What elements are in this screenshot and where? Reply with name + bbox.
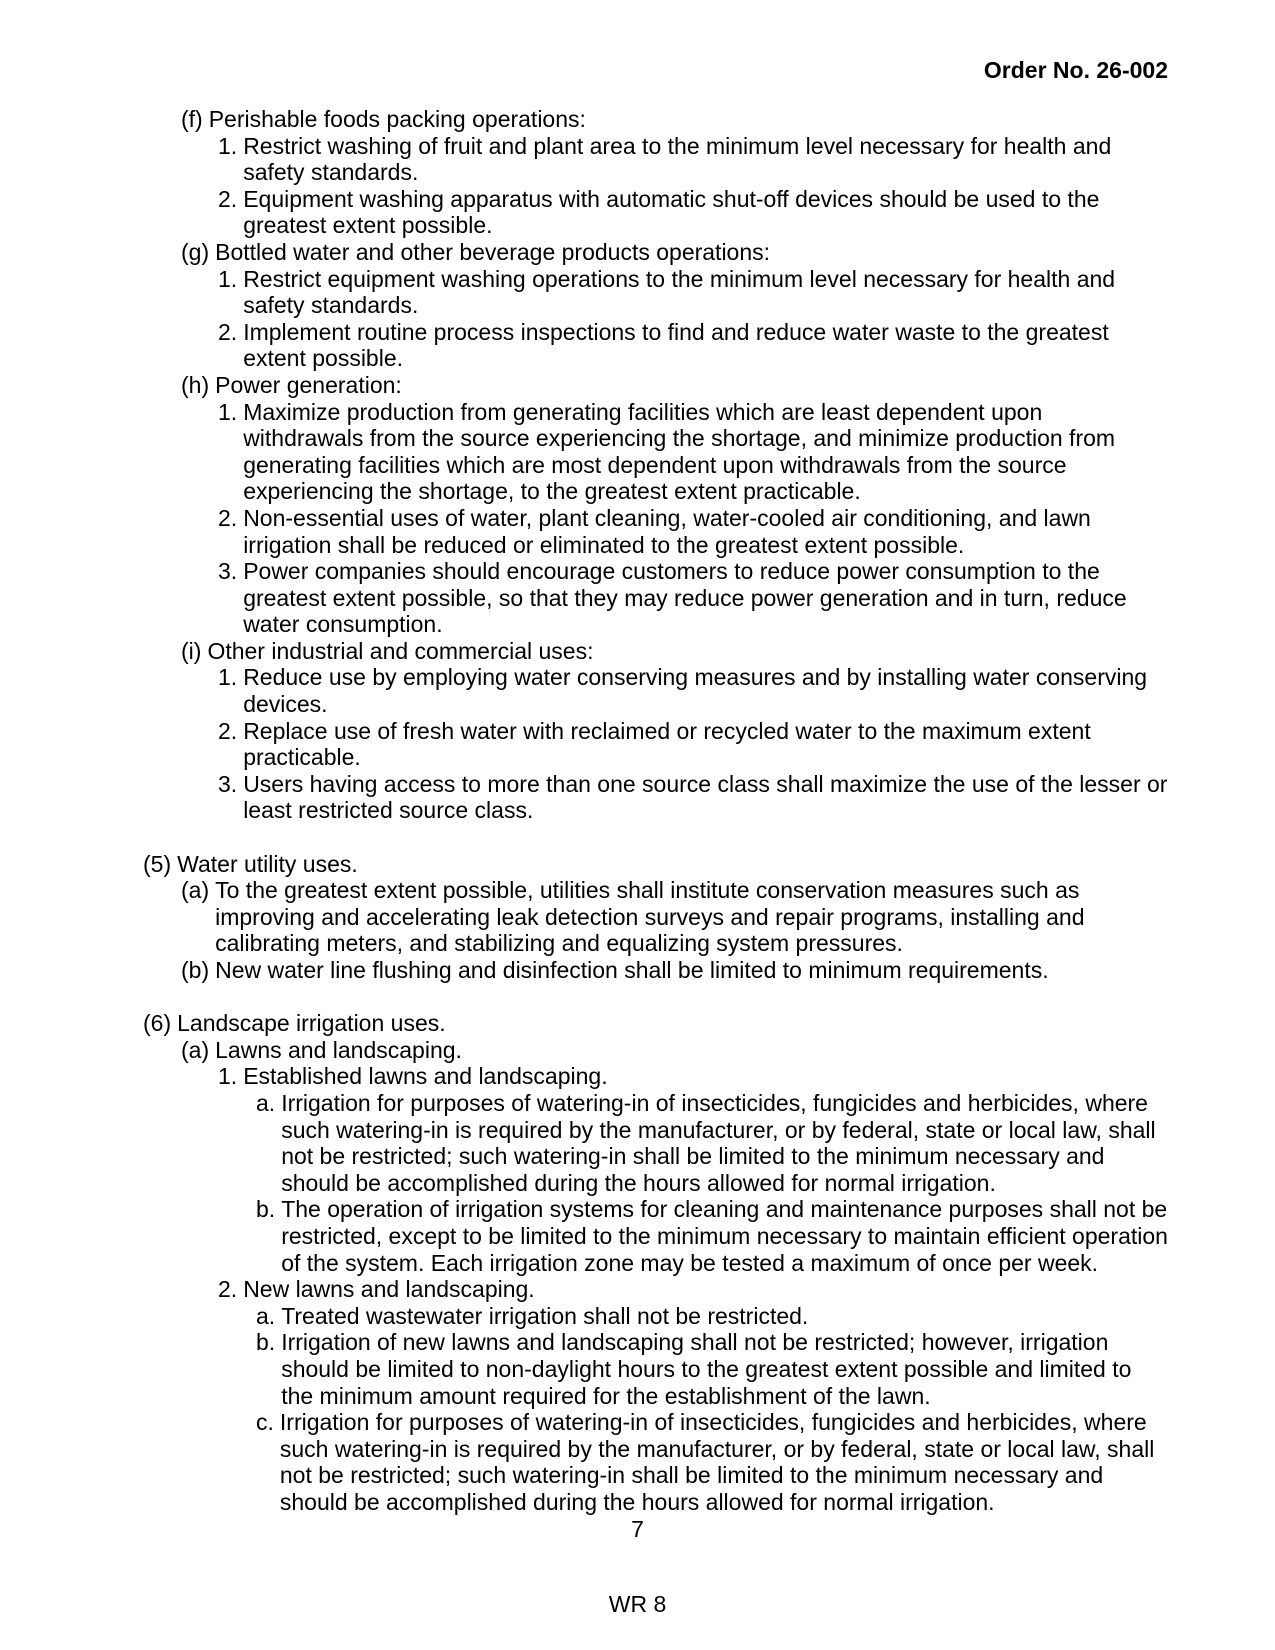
list-item-i xyxy=(143,638,1168,665)
section-label: (5) xyxy=(143,850,172,877)
list-item-i-1 xyxy=(143,664,1168,717)
section-label: (6) xyxy=(143,1010,172,1037)
list-item-label: b. xyxy=(256,1329,276,1356)
list-item-label: (a) xyxy=(181,1036,210,1063)
list-item-text: Other industrial and commercial uses: xyxy=(207,637,594,664)
list-item-6a-2c xyxy=(143,1409,1168,1515)
list-item-label: 1. xyxy=(218,265,238,292)
order-number-header: Order No. 26-002 xyxy=(983,57,1168,83)
list-item-text: Treated wastewater irrigation shall not be restricted. xyxy=(281,1302,809,1329)
list-item-label: 1. xyxy=(218,1063,238,1090)
list-item-f-2 xyxy=(143,186,1168,239)
list-item-text: Perishable foods packing operations: xyxy=(208,106,586,132)
list-item-text: Non-essential uses of water, plant cleaning, water-cooled air conditioning, and lawn irrigation shall be reduced or eliminated to the greatest extent possible. xyxy=(243,504,1091,558)
list-item-f xyxy=(143,106,1168,133)
list-item-label: 2. xyxy=(218,1276,238,1303)
list-item-label: 1. xyxy=(218,132,238,159)
list-item-f-1 xyxy=(143,133,1168,186)
list-item-h xyxy=(143,372,1168,399)
list-item-6a-1b xyxy=(143,1196,1168,1276)
list-item-label: a. xyxy=(256,1089,276,1116)
list-item-text: Replace use of fresh water with reclaimed or recycled water to the maximum extent practicable. xyxy=(243,717,1091,771)
list-item-text: Reduce use by employing water conserving measures and by installing water conserving devices. xyxy=(243,664,1148,718)
list-item-label: 2. xyxy=(218,717,238,744)
list-item-label: 3. xyxy=(218,558,238,585)
section-5 xyxy=(143,851,1168,878)
list-item-text: To the greatest extent possible, utilities shall institute conservation measures such as improving and accelerating leak detection surveys and repair programs, installing and calibrating meters, and stabilizing and equalizing system pressures. xyxy=(215,877,1085,957)
list-item-6a-1 xyxy=(143,1063,1168,1090)
list-item-g-2 xyxy=(143,319,1168,372)
list-item-text: Power generation: xyxy=(215,371,402,398)
section-title: Water utility uses. xyxy=(177,850,358,877)
list-item-g-1 xyxy=(143,266,1168,319)
page-number: 7 xyxy=(631,1516,644,1542)
list-item-6a-2a xyxy=(143,1303,1168,1330)
footer-doc-code: WR 8 xyxy=(608,1591,667,1617)
list-item-text: New lawns and landscaping. xyxy=(243,1276,535,1303)
document-body xyxy=(143,106,1168,1515)
list-item-text: New water line flushing and disinfection shall be limited to minimum requirements. xyxy=(215,957,1049,983)
list-item-text: Equipment washing apparatus with automatic shut-off devices should be used to the greatest extent possible. xyxy=(243,185,1100,239)
list-item-6a-1a xyxy=(143,1090,1168,1196)
section-title: Landscape irrigation uses. xyxy=(177,1010,446,1037)
list-item-label: 1. xyxy=(218,664,238,691)
list-item-text: Power companies should encourage customers to reduce power consumption to the greatest extent possible, so that they may reduce power generation and in turn, reduce water consumption. xyxy=(243,558,1127,638)
list-item-5b xyxy=(143,957,1168,984)
list-item-5a xyxy=(143,877,1168,957)
list-item-h-3 xyxy=(143,558,1168,638)
list-item-label: 2. xyxy=(218,318,238,345)
list-item-text: Restrict washing of fruit and plant area to the minimum level necessary for health and safety standards. xyxy=(243,132,1112,186)
list-item-label: (g) xyxy=(181,238,210,265)
list-item-label: c. xyxy=(256,1409,274,1436)
list-item-text: Bottled water and other beverage products operations: xyxy=(215,238,771,265)
list-item-label: 2. xyxy=(218,185,238,212)
list-item-6a-2b xyxy=(143,1329,1168,1409)
list-item-label: (h) xyxy=(181,371,210,398)
list-item-h-1 xyxy=(143,399,1168,505)
list-item-text: Restrict equipment washing operations to the minimum level necessary for health and safety standards. xyxy=(243,265,1116,319)
list-item-text: Lawns and landscaping. xyxy=(215,1036,462,1063)
list-item-g xyxy=(143,239,1168,266)
list-item-text: Implement routine process inspections to find and reduce water waste to the greatest extent possible. xyxy=(243,318,1109,372)
list-item-text: Users having access to more than one source class shall maximize the use of the lesser or least restricted source class. xyxy=(243,770,1168,824)
list-item-label: (i) xyxy=(181,637,202,664)
list-item-label: a. xyxy=(256,1302,276,1329)
list-item-text: Irrigation for purposes of watering-in of insecticides, fungicides and herbicides, where such watering-in is required by the manufacturer, or by federal, state or local law, shall not be restricted; such watering-in shall be limited to the minimum necessary and should be accomplished during the hours allowed for normal irrigation. xyxy=(281,1089,1156,1196)
list-item-text: Maximize production from generating facilities which are least dependent upon withdrawals from the source experiencing the shortage, and minimize production from generating facilities which are most dependent upon withdrawals from the source experiencing the shortage, to the greatest extent practicable. xyxy=(243,398,1116,505)
list-item-6a-2 xyxy=(143,1276,1168,1303)
list-item-text: Irrigation of new lawns and landscaping shall not be restricted; however, irrigation should be limited to non-daylight hours to the greatest extent possible and limited to the minimum amount required for the establishment of the lawn. xyxy=(281,1329,1132,1409)
list-item-h-2 xyxy=(143,505,1168,558)
list-item-label: 1. xyxy=(218,398,238,425)
list-item-text: Established lawns and landscaping. xyxy=(243,1063,608,1090)
list-item-label: (b) xyxy=(181,957,210,983)
list-item-6a xyxy=(143,1037,1168,1064)
list-item-label: b. xyxy=(256,1196,276,1223)
section-6 xyxy=(143,1010,1168,1037)
list-item-label: 2. xyxy=(218,504,238,531)
list-item-label: (f) xyxy=(181,106,203,132)
list-item-i-3 xyxy=(143,771,1168,824)
list-item-i-2 xyxy=(143,718,1168,771)
list-item-text: The operation of irrigation systems for cleaning and maintenance purposes shall not be restricted, except to be limited to the minimum necessary to maintain efficient operation of the system. Each irrigation zone may be tested a maximum of once per week. xyxy=(281,1196,1168,1276)
list-item-text: Irrigation for purposes of watering-in of insecticides, fungicides and herbicides, where such watering-in is required by the manufacturer, or by federal, state or local law, shall not be restricted; such watering-in shall be limited to the minimum necessary and should be accomplished during the hours allowed for normal irrigation. xyxy=(279,1409,1155,1515)
list-item-label: 3. xyxy=(218,770,238,797)
list-item-label: (a) xyxy=(181,877,210,904)
